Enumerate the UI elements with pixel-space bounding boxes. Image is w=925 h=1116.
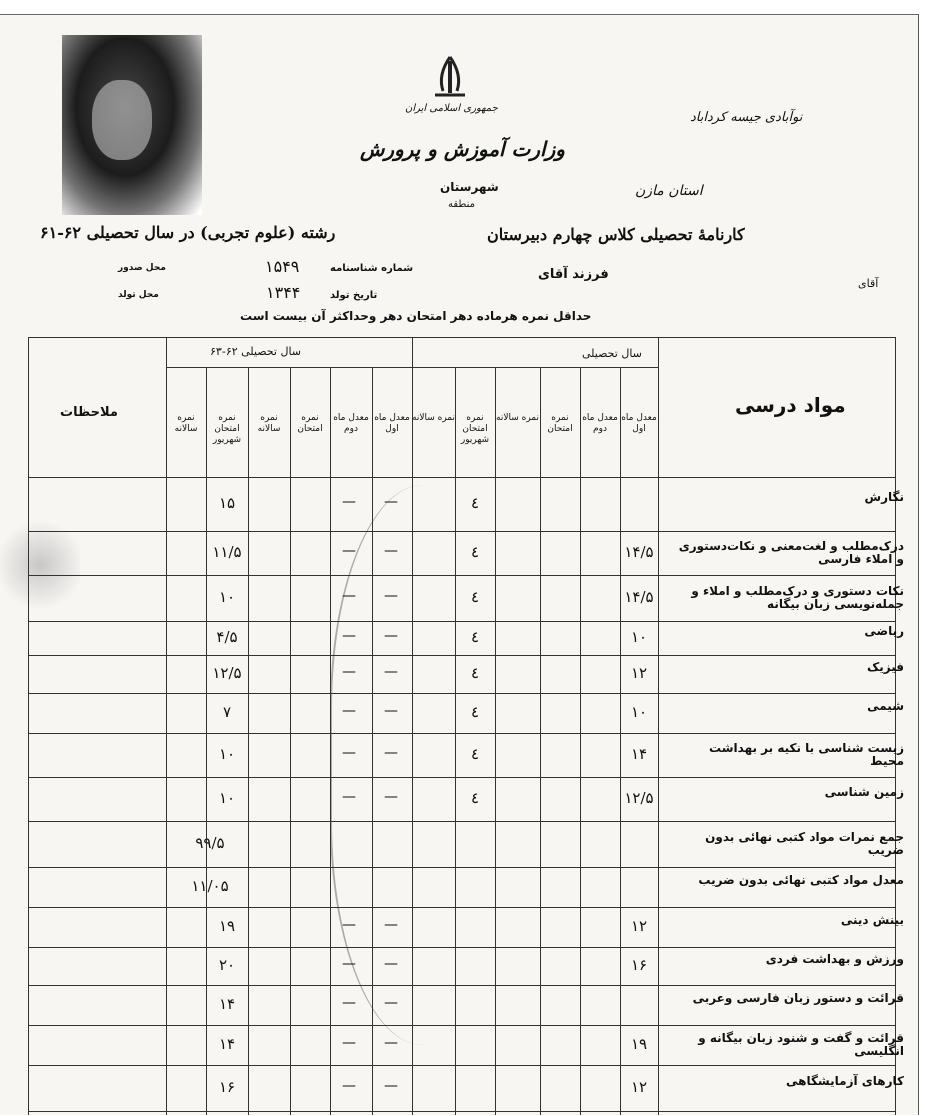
y2-final-grade: ۱۴ <box>218 995 236 1013</box>
dash-mark: — <box>342 1035 356 1051</box>
dash-mark: — <box>384 664 398 680</box>
subheader-1-0: معدل ماه اول <box>621 413 657 434</box>
subheader-1-5: نمره سالانه <box>412 413 455 423</box>
dash-mark: — <box>342 1078 356 1094</box>
dash-mark: — <box>384 703 398 719</box>
y1-coefficient: ٤ <box>470 664 480 682</box>
report-title: کارنامهٔ تحصیلی کلاس چهارم دبیرستان <box>487 225 745 244</box>
dash-mark: — <box>384 1035 398 1051</box>
y2-final-grade: ۱۵ <box>218 494 236 512</box>
iran-emblem-icon <box>425 53 475 101</box>
subject-label: کارهای آزمایشگاهی <box>785 1074 904 1088</box>
y2-final-grade: ۲۰ <box>218 956 236 974</box>
dash-mark: — <box>384 956 398 972</box>
subheader-2-2: نمره امتحان <box>297 413 323 434</box>
y2-final-grade: ۷ <box>222 703 232 721</box>
report-card-document <box>0 14 919 1115</box>
dash-mark: — <box>342 995 356 1011</box>
dash-mark: — <box>342 628 356 644</box>
subheader-1-4: نمره امتحان شهریور <box>460 413 490 445</box>
subject-label: زیست شناسی با نکیه بر بهداشت محیط <box>709 741 904 768</box>
subheader-2-5: نمره سالانه <box>174 413 198 434</box>
student-label: آقای <box>858 277 879 290</box>
birth-date-label: تاریخ تولد <box>330 290 378 301</box>
ministry-title: وزارت آموزش و پرورش <box>360 137 565 161</box>
student-photo <box>62 35 202 215</box>
school-handwritten-note: نوآبادی جیسه‌ کرداباد <box>690 110 803 125</box>
grade-range-note: حداقل نمره هرماده دهر امتحان دهر وحداکثر آن بیست است <box>240 309 592 323</box>
subheader-2-1: معدل ماه دوم <box>333 413 369 434</box>
subject-label: زمین شناسی <box>824 785 904 799</box>
y1-first-term: ۱۹ <box>630 1035 648 1053</box>
y2-final-grade: ۱۰ <box>218 789 236 807</box>
y1-first-term: ۱۲ <box>630 1078 648 1096</box>
dash-mark: — <box>342 494 356 510</box>
dash-mark: — <box>384 917 398 933</box>
col-subjects-header: مواد درسی <box>735 393 846 417</box>
dash-mark: — <box>384 745 398 761</box>
year2-header: سال تحصیلی ۶۲-۶۳ <box>210 345 302 358</box>
y1-first-term: ۱۲/۵ <box>624 789 654 807</box>
y1-coefficient: ٤ <box>470 588 480 606</box>
y1-coefficient: ٤ <box>470 494 480 512</box>
y1-first-term: ۱۴/۵ <box>624 543 654 561</box>
birth-date-value: ۱۳۴۴ <box>266 283 301 302</box>
zone-label: منطقه <box>448 199 475 210</box>
subheader-2-4: نمره امتحان شهریور <box>212 413 242 445</box>
y2-final-grade: ۱۹ <box>218 917 236 935</box>
issue-place-label: محل صدور <box>118 263 166 273</box>
y1-first-term: ۱۴/۵ <box>624 588 654 606</box>
y2-final-grade: ۱۱/۰۵ <box>191 877 229 895</box>
y1-first-term: ۱۶ <box>630 956 648 974</box>
dash-mark: — <box>342 789 356 805</box>
birth-place-label: محل تولد <box>118 290 159 300</box>
id-number-value: ۱۵۴۹ <box>265 257 300 276</box>
subject-label: نگارش <box>864 490 904 504</box>
y1-first-term: ۱۰ <box>630 628 648 646</box>
y2-final-grade: ۴/۵ <box>216 628 238 646</box>
dash-mark: — <box>384 543 398 559</box>
subheader-1-1: معدل ماه دوم <box>582 413 618 434</box>
dash-mark: — <box>342 745 356 761</box>
y1-coefficient: ٤ <box>470 789 480 807</box>
dash-mark: — <box>342 664 356 680</box>
y2-final-grade: ۱۶ <box>218 1078 236 1096</box>
subject-label: ورزش و بهداشت فردی <box>765 952 904 966</box>
dash-mark: — <box>384 628 398 644</box>
dash-mark: — <box>342 588 356 604</box>
subject-label: ریاضی <box>864 624 904 638</box>
dash-mark: — <box>384 995 398 1011</box>
y1-coefficient: ٤ <box>470 628 480 646</box>
y1-first-term: ۱۴ <box>630 745 648 763</box>
y2-final-grade: ۱۱/۵ <box>212 543 242 561</box>
subject-label: معدل مواد کتبی نهائی بدون ضریب <box>698 873 904 887</box>
city-label: شهرستان <box>440 180 499 194</box>
y1-coefficient: ٤ <box>470 745 480 763</box>
ministry-small-label: جمهوری اسلامی ایران <box>405 103 498 114</box>
dash-mark: — <box>342 703 356 719</box>
col-notes-header: ملاحظات <box>60 405 118 420</box>
y1-coefficient: ٤ <box>470 703 480 721</box>
province-label: استان مازن <box>635 183 703 199</box>
dash-mark: — <box>342 917 356 933</box>
dash-mark: — <box>342 956 356 972</box>
paper-stain <box>0 515 80 615</box>
subheader-1-2: نمره امتحان <box>547 413 573 434</box>
subject-label: درک‌مطلب و لغت‌معنی و نکات‌دستوری و املاء فارسی <box>678 539 904 566</box>
subject-label: قرائت و دستور زبان فارسی وعربی <box>692 991 904 1005</box>
subheader-1-3: نمره سالانه <box>496 413 539 423</box>
y1-first-term: ۱۲ <box>630 917 648 935</box>
y2-final-grade: ۱۲/۵ <box>212 664 242 682</box>
field-and-year: رشته (علوم تجربی) در سال تحصیلی ۶۲-۶۱ <box>40 223 336 242</box>
id-number-label: شماره شناسنامه <box>330 263 414 274</box>
dash-mark: — <box>342 543 356 559</box>
y2-final-grade: ۹۹/۵ <box>195 834 225 852</box>
dash-mark: — <box>384 789 398 805</box>
subject-label: قرائت و گفت و شنود زبان بیگانه و انگلیسی <box>698 1031 904 1058</box>
stamp-mark <box>330 485 562 1045</box>
son-of-label: فرزند آقای <box>538 267 609 282</box>
y1-first-term: ۱۲ <box>630 664 648 682</box>
subheader-2-3: نمره سالانه <box>257 413 281 434</box>
subheader-2-0: معدل ماه اول <box>374 413 410 434</box>
dash-mark: — <box>384 588 398 604</box>
dash-mark: — <box>384 494 398 510</box>
subject-label: شیمی <box>867 699 904 713</box>
y2-final-grade: ۱۰ <box>218 745 236 763</box>
year1-header: سال تحصیلی <box>582 347 642 360</box>
dash-mark: — <box>384 1078 398 1094</box>
y2-final-grade: ۱۰ <box>218 588 236 606</box>
subject-label: بینش دینی <box>840 913 904 927</box>
subject-label: فیزیک <box>866 660 904 674</box>
y1-coefficient: ٤ <box>470 543 480 561</box>
subject-label: جمع نمرات مواد کتبی نهائی بدون ضریب <box>705 830 904 857</box>
y2-final-grade: ۱۴ <box>218 1035 236 1053</box>
subject-label: نکات دستوری و درک‌مطلب و املاء و جمله‌نویسی زبان بیگانه <box>691 584 904 611</box>
y1-first-term: ۱۰ <box>630 703 648 721</box>
